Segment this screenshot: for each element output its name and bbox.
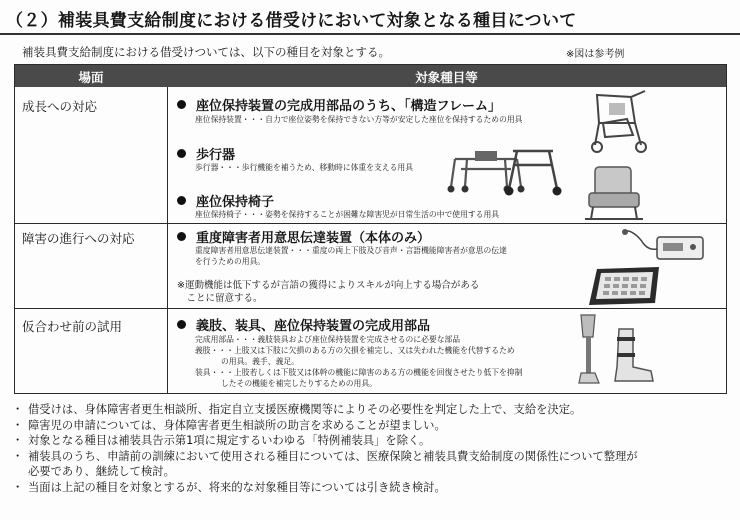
header-items: 対象種目等 bbox=[415, 70, 478, 85]
item-name: 義肢、装具、座位保持装置の完成用部品 bbox=[196, 319, 431, 334]
bullet-mark: ・ bbox=[12, 418, 24, 432]
item-desc: 完成用部品・・・義肢装具および座位保持装置を完成させるのに必要な部品 bbox=[195, 335, 461, 344]
item-chair bbox=[177, 191, 274, 210]
page-title: （２）補装具費支給制度における借受けにおいて対象となる種目について bbox=[6, 11, 577, 31]
bullet-dot bbox=[177, 149, 186, 158]
ankle-orthosis-image bbox=[609, 327, 659, 387]
scene-growth: 成長への対応 bbox=[22, 99, 98, 114]
item-desc: 義肢・・・上肢又は下肢に欠損のある方の欠損を補完し、又は失われた機能を代替するため bbox=[195, 346, 515, 355]
progression-note: ことに留意する。 bbox=[177, 293, 263, 304]
item-desc: したその機能を補完したりするための用具。 bbox=[221, 379, 377, 388]
list-item-continuation: 必要であり、継続して検討。 bbox=[28, 465, 175, 479]
list-item bbox=[8, 433, 732, 449]
progression-note: ※運動機能は低下するが言語の獲得によりスキルが向上する場合がある bbox=[177, 280, 480, 291]
item-desc: 座位保持椅子・・・姿勢を保持することが困難な障害児が日常生活の中で使用する用具 bbox=[195, 210, 500, 219]
intro-text: 補装具費支給制度における借受けついては、以下の種目を対象とする。 bbox=[22, 45, 390, 59]
list-item-text: 障害児の申請については、身体障害者更生相談所の助言を求めることが望ましい。 bbox=[28, 418, 446, 432]
list-item bbox=[8, 449, 732, 480]
list-item bbox=[8, 480, 732, 496]
item-communication-device bbox=[177, 227, 430, 246]
column-divider bbox=[167, 87, 168, 393]
gait-trainer-image bbox=[503, 145, 563, 197]
list-item bbox=[8, 402, 732, 418]
target-items-table bbox=[14, 64, 727, 394]
bullet-dot bbox=[177, 100, 186, 109]
bullet-mark: ・ bbox=[12, 480, 24, 494]
bullet-dot bbox=[177, 320, 186, 329]
scene-progression: 障害の進行への対応 bbox=[22, 231, 135, 246]
bullet-mark: ・ bbox=[12, 434, 24, 448]
list-item-text: 借受けは、身体障害者更生相談所、指定自立支援医療機関等によりその必要性を判定した上で、支給を決定。 bbox=[28, 403, 582, 416]
row-divider bbox=[15, 223, 726, 224]
bullet-dot bbox=[177, 196, 186, 205]
tablet-image bbox=[587, 265, 663, 309]
list-item-text: 当面は上記の種目を対象とするが、将来的な対象種目等については引き続き検討。 bbox=[28, 480, 446, 494]
item-desc: 装具・・・上肢若しくは下肢又は体幹の機能に障害のある方の機能を回復させたり低下を抑制 bbox=[195, 368, 523, 377]
header-scene: 場面 bbox=[78, 70, 104, 85]
prosthetic-leg-image bbox=[573, 313, 603, 387]
list-item-text: 対象となる種目は補装具告示第1項に規定するいわゆる「特例補装具」を除く。 bbox=[28, 434, 431, 448]
bullet-mark: ・ bbox=[12, 403, 24, 416]
list-item-text: 補装具のうち、申請前の訓練において使用される種目については、医療保険と補装具費支給制度の関係性について整理が bbox=[28, 449, 638, 463]
list-item bbox=[8, 418, 732, 434]
item-desc: の用具。義手、義足。 bbox=[221, 357, 299, 366]
table-header bbox=[15, 65, 726, 87]
item-desc: 歩行器・・・歩行機能を補うため、移動時に体重を支える用具 bbox=[195, 163, 413, 172]
bullet-list bbox=[8, 402, 732, 496]
item-desc: 重度障害者用意思伝達装置・・・重度の両上下肢及び音声・言語機能障害者が意思の伝達 bbox=[195, 246, 507, 255]
seating-chair-image bbox=[581, 165, 647, 223]
item-name: 座位保持装置の完成用部品のうち、「構造フレーム」 bbox=[196, 99, 501, 114]
item-name: 歩行器 bbox=[196, 148, 236, 163]
bullet-dot bbox=[177, 232, 186, 241]
item-name: 重度障害者用意思伝達装置（本体のみ） bbox=[196, 231, 431, 246]
item-frame bbox=[177, 95, 501, 114]
wheelchair-frame-image bbox=[583, 89, 657, 155]
item-walker bbox=[177, 144, 235, 163]
reference-note: ※図は参考例 bbox=[566, 49, 625, 60]
communication-device-image bbox=[621, 227, 707, 267]
item-prosthetics bbox=[177, 315, 430, 334]
item-desc: を行うための用具。 bbox=[195, 257, 266, 266]
item-name: 座位保持椅子 bbox=[196, 195, 275, 210]
scene-trial: 仮合わせ前の試用 bbox=[22, 319, 123, 334]
bullet-mark: ・ bbox=[12, 449, 24, 463]
title-rule bbox=[0, 33, 740, 35]
item-desc: 座位保持装置・・・自力で座位姿勢を保持できない方等が安定した座位を保持するための用具 bbox=[195, 115, 523, 124]
